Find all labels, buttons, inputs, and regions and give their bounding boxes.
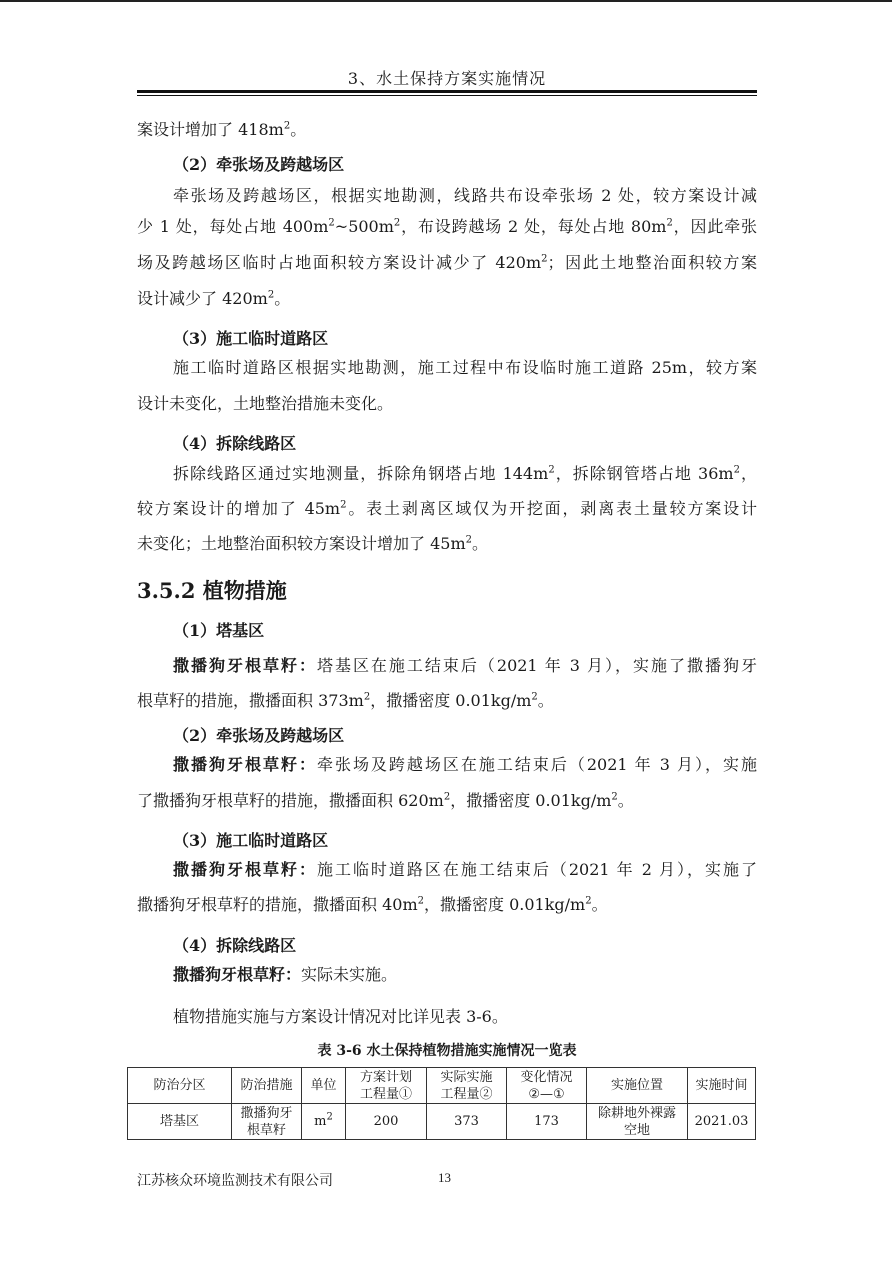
table-cell-location: 除耕地外裸露 空地: [587, 1104, 688, 1140]
table-cell-change: 173: [507, 1104, 587, 1140]
table-cell-unit: $m^2$: [302, 1104, 346, 1140]
paragraph-line: 撒播狗牙根草籽：塔基区在施工结束后（2021 年 3 月），实施了撒播狗牙: [173, 656, 757, 675]
footer-company: 江苏核众环境监测技术有限公司: [137, 1173, 333, 1189]
table-header-row: [128, 1068, 756, 1104]
subheading: （3）施工临时道路区: [173, 831, 329, 850]
table-cell-zone: 塔基区: [128, 1104, 232, 1140]
paragraph-line: 牵张场及跨越场区，根据实地勘测，线路共布设牵张场 2 处，较方案设计减: [173, 186, 757, 205]
table-cell-measure: 撒播狗牙 根草籽: [232, 1104, 302, 1140]
paragraph-line: 施工临时道路区根据实地勘测，施工过程中布设临时施工道路 25m，较方案: [173, 358, 757, 377]
paragraph-line: 拆除线路区通过实地测量，拆除角钢塔占地 $144m^2$，拆除钢管塔占地 $36m^2$，: [173, 464, 757, 483]
table-caption: 表 3-6 水土保持植物措施实施情况一览表: [317, 1043, 577, 1059]
paragraph-line: 未变化；土地整治面积较方案设计增加了 $45m^2$。: [137, 534, 489, 553]
page-number: 13: [438, 1170, 451, 1185]
subheading: （1）塔基区: [173, 621, 265, 640]
paragraph-line: 设计未变化，土地整治措施未变化。: [137, 394, 394, 413]
header-rule-thin: [137, 95, 757, 96]
subheading: （2）牵张场及跨越场区: [173, 726, 345, 745]
paragraph-line: 撒播狗牙根草籽：施工临时道路区在施工结束后（2021 年 2 月），实施了: [173, 860, 757, 879]
subheading: （4）拆除线路区: [173, 434, 297, 453]
table-header-cell: 防治措施: [232, 1068, 302, 1104]
paragraph-line: 撒播狗牙根草籽：实际未实施。: [173, 965, 398, 984]
subheading: （4）拆除线路区: [173, 936, 297, 955]
table-header-cell: 防治分区: [128, 1068, 232, 1104]
paragraph-line: 撒播狗牙根草籽的措施，撒播面积 $40m^2$，撒播密度 $0.01kg/m^2$。: [137, 895, 608, 914]
paragraph-line: 案设计增加了 $418m^2$。: [137, 120, 307, 139]
table-header-cell: 变化情况 ②—①: [507, 1068, 587, 1104]
subheading: （3）施工临时道路区: [173, 329, 329, 348]
paragraph-line: 植物措施实施与方案设计情况对比详见表 3-6。: [173, 1007, 508, 1026]
paragraph-line: 设计减少了 $420m^2$。: [137, 289, 291, 308]
vegetation-measures-table: [127, 1067, 756, 1140]
table-header-cell: 实施时间: [688, 1068, 756, 1104]
table-cell-actual: 373: [427, 1104, 507, 1140]
paragraph-line: 较方案设计的增加了 $45m^2$。表土剥离区域仅为开挖面，剥离表土量较方案设计: [137, 499, 757, 518]
table-row: [128, 1104, 756, 1140]
table-cell-time: 2021.03: [688, 1104, 756, 1140]
table-cell-plan: 200: [346, 1104, 427, 1140]
page-header-title: 3、水土保持方案实施情况: [347, 69, 547, 88]
table-header-cell: 实际实施 工程量②: [427, 1068, 507, 1104]
subheading: （2）牵张场及跨越场区: [173, 155, 345, 174]
paragraph-line: 少 1 处，每处占地 $400m^2\sim 500m^2$，布设跨越场 2 处，每处占地 $80m^2$，因此牵张: [137, 217, 757, 236]
header-rule-thick: [137, 90, 757, 93]
table-header-cell: 单位: [302, 1068, 346, 1104]
paragraph-line: 了撒播狗牙根草籽的措施，撒播面积 $620m^2$，撒播密度 $0.01kg/m^2$。: [137, 791, 634, 810]
table-header-cell: 方案计划 工程量①: [346, 1068, 427, 1104]
paragraph-line: 根草籽的措施，撒播面积 $373m^2$，撒播密度 $0.01kg/m^2$。: [137, 691, 554, 710]
page-top-border: [0, 0, 892, 2]
section-heading: 3.5.2 植物措施: [137, 578, 287, 603]
paragraph-line: 场及跨越场区临时占地面积较方案设计减少了 $420m^2$；因此土地整治面积较方案: [137, 253, 757, 272]
table-header-cell: 实施位置: [587, 1068, 688, 1104]
paragraph-line: 撒播狗牙根草籽：牵张场及跨越场区在施工结束后（2021 年 3 月），实施: [173, 755, 757, 774]
